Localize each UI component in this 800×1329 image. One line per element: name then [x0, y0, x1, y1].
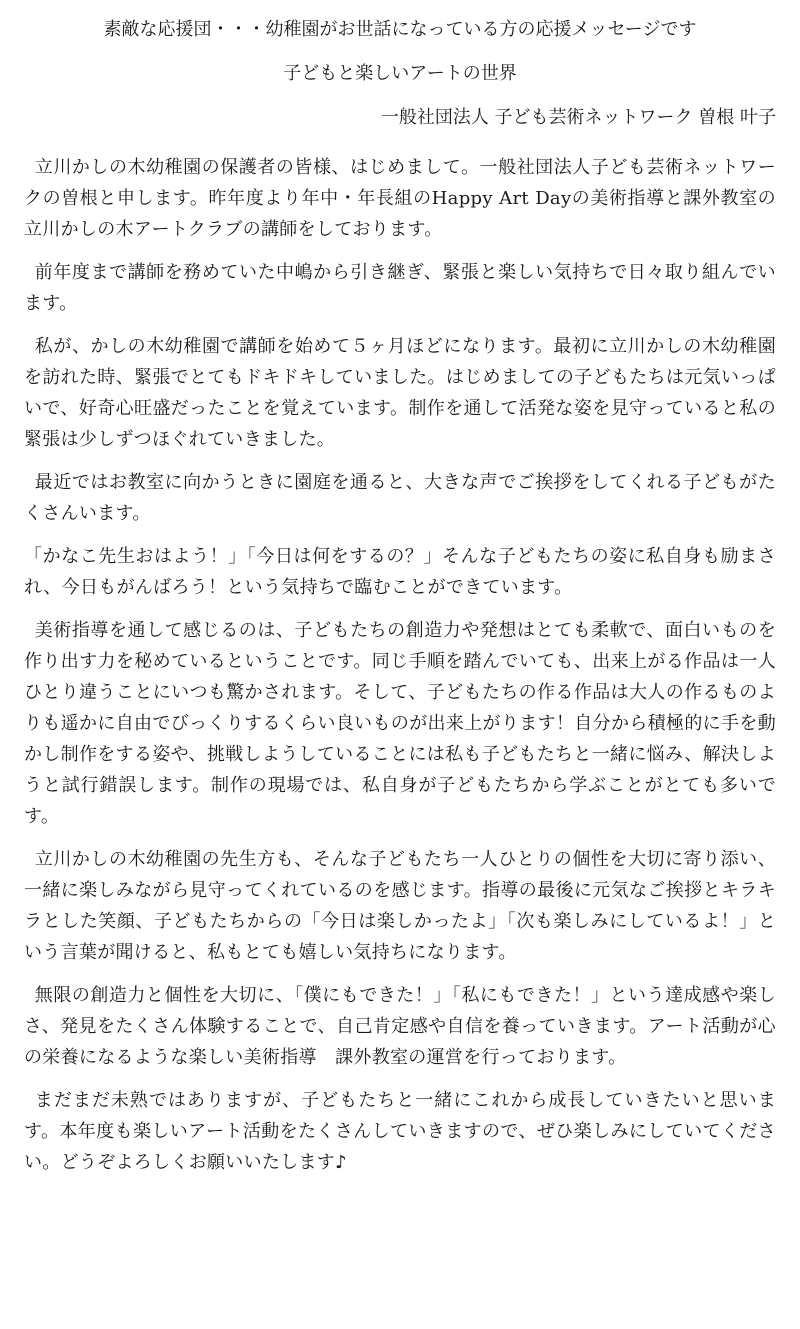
header-line: 素敵な応援団・・・幼稚園がお世話になっている方の応援メッセージです — [103, 19, 697, 40]
paragraph-greetings-in-yard: 最近ではお教室に向かうときに園庭を通ると、大きな声でご挨拶をしてくれる子どもがたくさんいます。 — [24, 472, 776, 524]
paragraph-creativity: 美術指導を通して感じるのは、子どもたちの創造力や発想はとても柔軟で、面白いものを作り出す力を秘めているということです。同じ手順を踏んでいても、出来上がる作品は一人ひとり違うことにいつも驚かされます。そして、子どもたちの作る作品は大人の作るものよりも遥かに自由でびっくりするくらい良いものが出来上がります！自分から積極的に手を動かし制作をする姿や、挑戦しようしていることには私も子どもたちと一緒に悩み、解決しようと試行錯誤します。制作の現場では、私自身が子どもたちから学ぶことがとても多いです。 — [24, 620, 776, 827]
paragraph-teachers: 立川かしの木幼稚園の先生方も、そんな子どもたち一人ひとりの個性を大切に寄り添い、一緒に楽しみながら見守ってくれているのを感じます。指導の最後に元気なご挨拶とキラキラとした笑顔、子どもたちからの「今日は楽しかったよ」「次も楽しみにしているよ！」という言葉が聞けると、私もとても嬉しい気持ちになります。 — [24, 849, 776, 963]
paragraph-closing: まだまだ未熟ではありますが、子どもたちと一緒にこれから成長していきたいと思います。本年度も楽しいアート活動をたくさんしていきますので、ぜひ楽しみにしていてください。どうぞよろしくお願いいたします♪ — [24, 1090, 776, 1173]
paragraph-achievement: 無限の創造力と個性を大切に、「僕にもできた！」「私にもできた！」という達成感や楽しさ、発見をたくさん体験することで、自己肯定感や自信を養っていきます。アート活動が心の栄養になるような楽しい美術指導 課外教室の運営を行っております。 — [24, 985, 776, 1068]
paragraph-children-voices: 「かなこ先生おはよう！」「今日は何をするの？」そんな子どもたちの姿に私自身も励まされ、今日もがんばろう！という気持ちで臨むことができています。 — [24, 546, 776, 598]
paragraph-first-visit: 私が、かしの木幼稚園で講師を始めて５ヶ月ほどになります。最初に立川かしの木幼稚園を訪れた時、緊張でとてもドキドキしていました。はじめましての子どもたちは元気いっぱいで、好奇心旺盛だったことを覚えています。制作を通して活発な姿を見守っていると私の緊張は少しずつほぐれていきました。 — [24, 336, 776, 450]
paragraph-succession: 前年度まで講師を務めていた中嶋から引き継ぎ、緊張と楽しい気持ちで日々取り組んでいます。 — [24, 262, 776, 314]
paragraph-greeting: 立川かしの木幼稚園の保護者の皆様、はじめまして。一般社団法人子ども芸術ネットワークの曽根と申します。昨年度より年中・年長組のHappy Art Dayの美術指導と課外教室の立川かしの木アートクラブの講師をしております。 — [24, 157, 776, 240]
author-byline: 一般社団法人 子ども芸術ネットワーク 曽根 叶子 — [380, 107, 776, 128]
document-title: 子どもと楽しいアートの世界 — [283, 63, 517, 84]
